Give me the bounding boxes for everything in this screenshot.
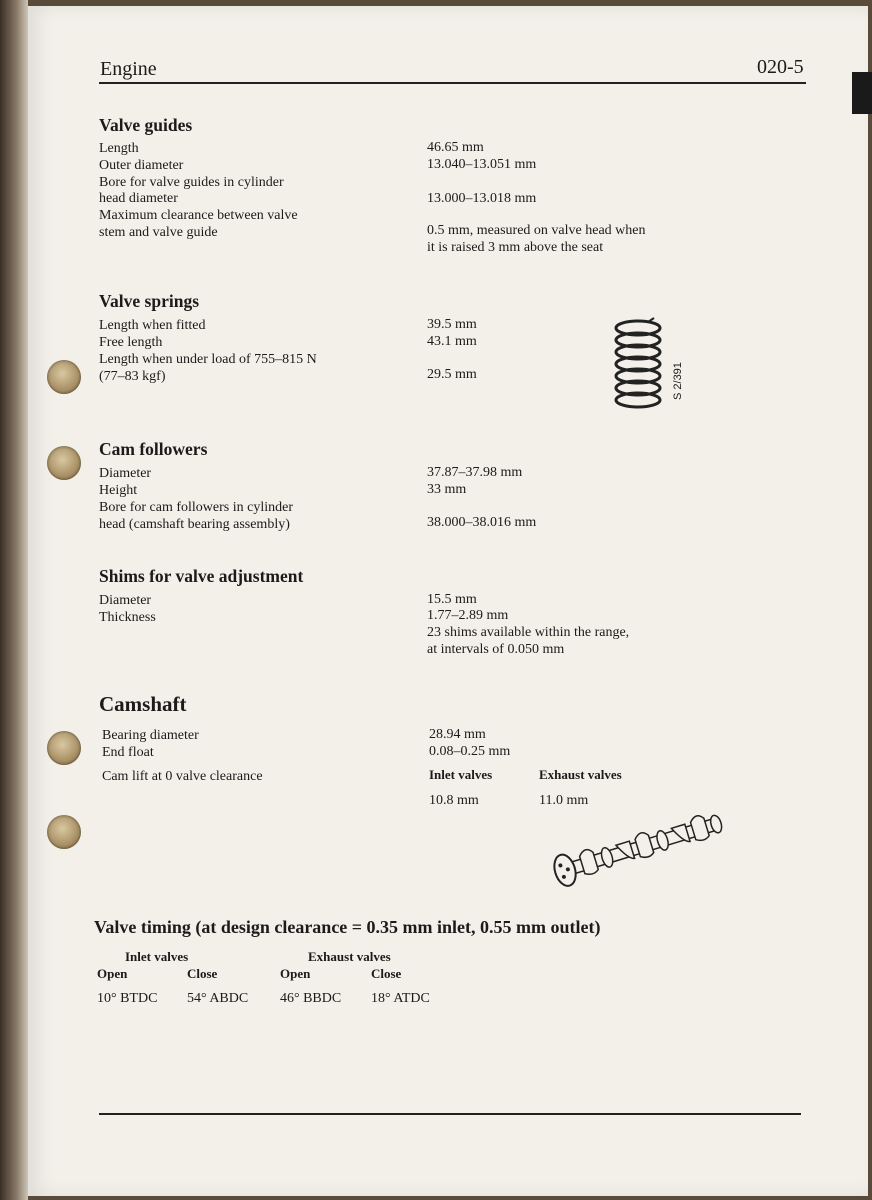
footer-rule [99,1113,801,1115]
inlet-cam-lift: 10.8 mm [429,793,479,808]
spec-value: 39.5 mm [427,317,477,332]
section-tab-marker [852,72,872,114]
camshaft-heading: Camshaft [99,692,187,716]
timing-col-close: Close [187,966,218,981]
spec-label: Diameter [99,466,152,481]
timing-group-inlet: Inlet valves [125,949,189,964]
punch-hole [47,731,81,765]
page-number: 020-5 [757,56,804,78]
section-title: Engine [100,58,157,80]
shims-heading: Shims for valve adjustment [99,566,304,586]
spec-value: 46.65 mm [427,140,484,155]
spec-value: at intervals of 0.050 mm [427,642,565,657]
punch-hole [47,815,81,849]
timing-value: 46° BBDC [280,991,342,1006]
spec-label: (77–83 kgf) [99,369,166,384]
spec-value: 1.77–2.89 mm [427,608,509,623]
timing-col-open: Open [280,966,311,981]
valve-springs-heading: Valve springs [99,291,200,311]
spec-value: 15.5 mm [427,592,477,607]
spec-label: Length [99,141,139,156]
spec-label: Free length [99,335,163,350]
spec-value: 28.94 mm [429,727,486,742]
spec-label: Thickness [99,610,156,625]
figure-label: S 2/391 [672,362,684,400]
spec-label: head diameter [99,191,178,206]
timing-value: 10° BTDC [97,991,158,1006]
spec-label: Bore for valve guides in cylinder [99,175,284,190]
timing-value: 18° ATDC [371,991,430,1006]
spec-label: End float [102,745,154,760]
spec-label: Outer diameter [99,158,184,173]
exhaust-cam-lift: 11.0 mm [539,793,589,808]
spec-label: stem and valve guide [99,225,218,240]
spec-label: Cam lift at 0 valve clearance [102,769,263,784]
spec-value: 33 mm [427,482,467,497]
spec-value: 13.040–13.051 mm [427,157,537,172]
spec-value: it is raised 3 mm above the seat [427,240,604,255]
spec-value: 43.1 mm [427,334,477,349]
spec-label: Length when under load of 755–815 N [99,352,317,367]
spec-value: 0.5 mm, measured on valve head when [427,223,646,238]
spec-value: 37.87–37.98 mm [427,465,523,480]
spec-label: head (camshaft bearing assembly) [99,517,290,532]
spec-value: 0.08–0.25 mm [429,744,511,759]
cam-followers-heading: Cam followers [99,439,208,459]
timing-value: 54° ABDC [187,991,249,1006]
punch-hole [47,446,81,480]
spec-label: Maximum clearance between valve [99,208,298,223]
spec-value: 13.000–13.018 mm [427,191,537,206]
inlet-valves-header: Inlet valves [429,767,493,782]
spec-value: 23 shims available within the range, [427,625,630,640]
camshaft-illustration [548,812,728,887]
punch-hole [47,360,81,394]
spec-label: Bearing diameter [102,728,199,743]
spec-value: 38.000–38.016 mm [427,515,537,530]
valve-spring-illustration [610,318,665,418]
exhaust-valves-header: Exhaust valves [539,767,622,782]
spec-value: 29.5 mm [427,367,477,382]
spec-label: Bore for cam followers in cylinder [99,500,293,515]
spec-label: Diameter [99,593,152,608]
header-rule [99,82,806,84]
timing-col-close: Close [371,966,402,981]
timing-col-open: Open [97,966,128,981]
ring-binder-edge [0,0,28,1200]
valve-guides-heading: Valve guides [99,115,193,135]
spec-label: Height [99,483,138,498]
spec-label: Length when fitted [99,318,206,333]
valve-timing-heading: Valve timing (at design clearance = 0.35 mm inlet, 0.55 mm outlet) [94,917,601,937]
timing-group-exhaust: Exhaust valves [308,949,391,964]
